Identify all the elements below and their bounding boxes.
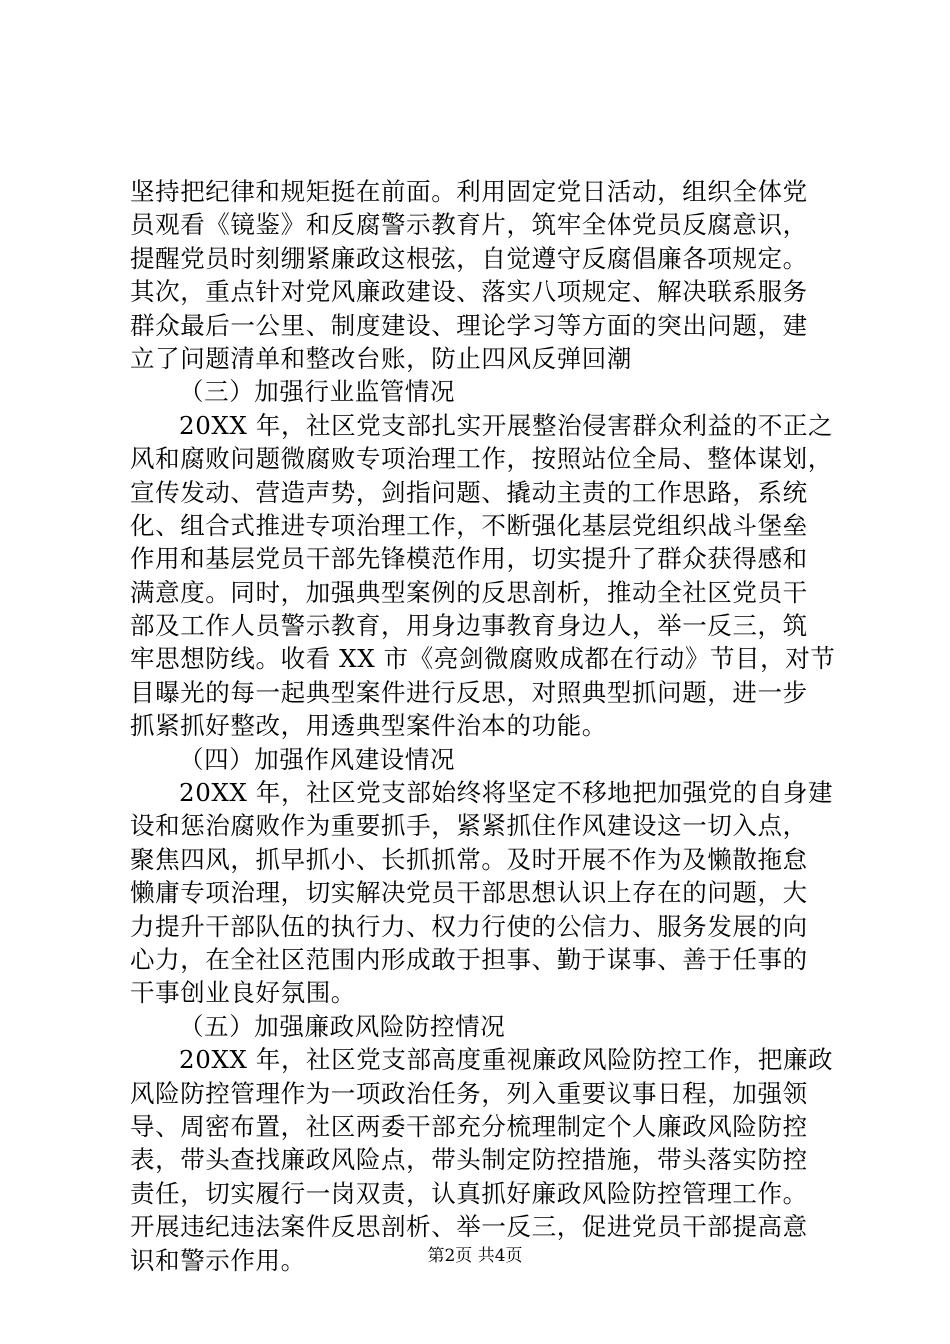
text-line: 目曝光的每一起典型案件进行反思，对照典型抓问题，进一步 [130, 677, 808, 707]
text-line: 表，带头查找廉政风险点，带头制定防控措施，带头落实防控 [130, 1145, 808, 1175]
section-heading [130, 1010, 830, 1043]
text-line: 设和惩治腐败作为重要抓手，紧紧抓住作风建设这一切入点， [130, 811, 808, 841]
text-line: 部及工作人员警示教育，用身边事教育身边人，举一反三，筑 [130, 611, 808, 641]
text-line: 20XX 年，社区党支部扎实开展整治侵害群众利益的不正之 [179, 410, 834, 440]
text-line: 开展违纪违法案件反思剖析、举一反三，促进党员干部提高意 [130, 1212, 808, 1242]
text-line: 抓紧抓好整改，用透典型案件治本的功能。 [130, 711, 607, 741]
text-line: 作用和基层党员干部先锋模范作用，切实提升了群众获得感和 [130, 544, 808, 574]
section-heading-text: （五）加强廉政风险防控情况 [179, 1011, 506, 1041]
text-line: 化、组合式推进专项治理工作，不断强化基层党组织战斗堡垒 [130, 510, 808, 540]
text-line: 20XX 年，社区党支部始终将坚定不移地把加强党的自身建 [179, 778, 834, 808]
text-line: 识和警示作用。 [130, 1245, 306, 1275]
text-line: 立了问题清单和整改台账，防止四风反弹回潮 [130, 343, 632, 373]
text-line: 风险防控管理作为一项政治任务，列入重要议事日程，加强领 [130, 1078, 808, 1108]
paragraph [130, 776, 834, 1010]
text-line: 风和腐败问题微腐败专项治理工作，按照站位全局、整体谋划， [130, 444, 833, 474]
section-heading [130, 743, 830, 776]
text-line: 员观看《镜鉴》和反腐警示教育片，筑牢全体党员反腐意识， [130, 210, 808, 240]
text-line: 导、周密布置，社区两委干部充分梳理制定个人廉政风险防控 [130, 1111, 808, 1141]
paragraph [130, 1043, 834, 1277]
text-line: 20XX 年，社区党支部高度重视廉政风险防控工作，把廉政 [179, 1045, 834, 1075]
text-line: 坚持把纪律和规矩挺在前面。利用固定党日活动，组织全体党 [130, 177, 808, 206]
text-line: 心力，在全社区范围内形成敢于担事、勤于谋事、善于任事的 [130, 944, 808, 974]
text-line: 力提升干部队伍的执行力、权力行使的公信力、服务发展的向 [130, 911, 808, 941]
paragraph [130, 175, 830, 375]
section-heading [130, 375, 830, 408]
text-line: 牢思想防线。收看 XX 市《亮剑微腐败成都在行动》节目，对节 [130, 644, 836, 674]
text-line: 宣传发动、营造声势，剑指问题、撬动主责的工作思路，系统 [130, 477, 808, 507]
text-line: 干事创业良好氛围。 [130, 978, 356, 1008]
paragraph [130, 409, 836, 743]
text-line: 聚焦四风，抓早抓小、长抓抓常。及时开展不作为及懒散拖怠 [130, 844, 808, 874]
text-line: 提醒党员时刻绷紧廉政这根弦，自觉遵守反腐倡廉各项规定。 [130, 243, 808, 273]
section-heading-text: （四）加强作风建设情况 [179, 744, 456, 774]
page-number-label: 第2页 共4页 [427, 1246, 523, 1266]
text-line: 群众最后一公里、制度建设、理论学习等方面的突出问题，建 [130, 310, 808, 340]
text-line: 其次，重点针对党风廉政建设、落实八项规定、解决联系服务 [130, 277, 808, 307]
text-line: 责任，切实履行一岗双责，认真抓好廉政风险防控管理工作。 [130, 1178, 808, 1208]
document-body [130, 175, 836, 1277]
page-footer [0, 1245, 950, 1267]
text-line: 满意度。同时，加强典型案例的反思剖析，推动全社区党员干 [130, 577, 808, 607]
text-line: 懒庸专项治理，切实解决党员干部思想认识上存在的问题，大 [130, 878, 808, 908]
section-heading-text: （三）加强行业监管情况 [179, 377, 456, 407]
